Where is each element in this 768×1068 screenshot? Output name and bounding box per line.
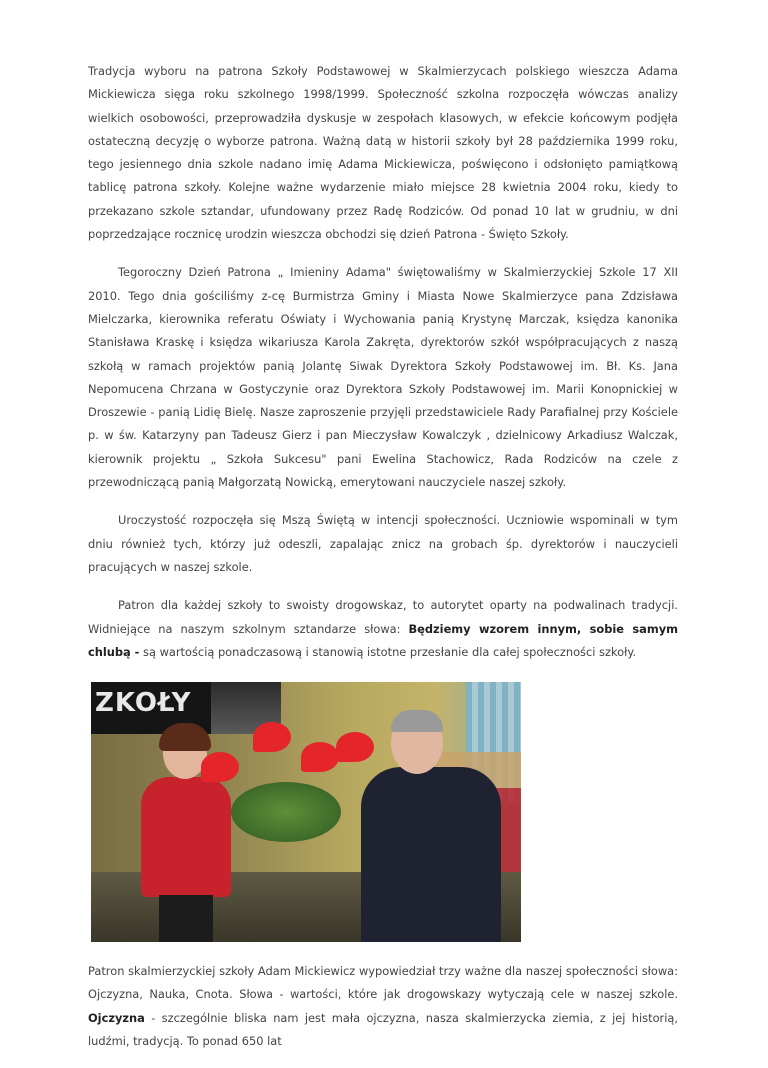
paragraph-banner-motto [88, 594, 678, 664]
paragraph-guests: Tegoroczny Dzień Patrona „ Imieniny Adama" świętowaliśmy w Skalmierzyckiej Szkole 17 XII 2010. Tego dnia gościliśmy z-cę Burmistrza Gminy i Miasta Nowe Skalmierzyce pana Zdzisława Mielczarka, kierownika referatu Oświaty i Wychowania panią Krystynę Marczak, księdza kanonika Stanisława Kraskę i księdza wikariusza Karola Zakręta, dyrektorów szkół współpracujących z naszą szkołą w ramach projektów panią Jolantę Siwak Dyrektora Szkoły Podstawowej im. Bł. Ks. Jana Nepomucena Chrzana w Gostyczynie oraz Dyrektora Szkoły Podstawowej im. Marii Konopnickiej w Droszewie - panią Lidię Bielę. Nasze zaproszenie przyjęli przedstawiciele Rady Parafialnej przy Kościele p. w św. Katarzyny pan Tadeusz Gierz i pan Mieczysław Kowalczyk , dzielnicowy Arkadiusz Walczak, kierownik projektu „ Szkoła Sukcesu" pani Ewelina Stachowicz, Rada Rodziców na czele z przewodniczącą panią Małgorzatą Nowicką, emerytowani nauczyciele naszej szkoły. [88, 265, 678, 490]
paragraph-mass: Uroczystość rozpoczęła się Mszą Świętą w intencji społeczności. Uczniowie wspominali w tym dniu również tych, którzy już odeszli, zapalając znicz na grobach śp. dyrektorów i nauczycieli pracujących w naszej szkole. [88, 513, 678, 574]
paragraph-history: Tradycja wyboru na patrona Szkoły Podstawowej w Skalmierzycach polskiego wieszcza Adama Mickiewicza sięga roku szkolnego 1998/1999. Społeczność szkolna rozpoczęła wówczas analizy wielkich osobowości, przeprowadziła dyskusje w zespołach klasowych, w efekcie końcowym podjęła ostateczną decyzję o wyborze patrona. Ważną datą w historii szkoły był 28 października 1999 roku, tego jesiennego dnia szkole nadano imię Adama Mickiewicza, poświęcono i odsłonięto pamiątkową tablicę patrona szkoły. Kolejne ważne wydarzenie miało miejsce 28 kwietnia 2004 roku, kiedy to przekazano szkole sztandar, ufundowany przez Radę Rodziców. Od ponad 10 lat w grudniu, w dni poprzedzające rocznicę urodzin wieszcza obchodzi się dzień Patrona - Święto Szkoły. [88, 64, 678, 242]
paragraph-values [88, 960, 678, 1053]
motto-outro: są wartością ponadczasową i stanowią istotne przesłanie dla całej społeczności szkoły. [139, 644, 637, 659]
values-homeland: Ojczyzna [88, 1010, 145, 1025]
values-intro: Patron skalmierzyckiej szkoły Adam Mickiewicz wypowiedział trzy ważne dla naszej społeczności słowa: Ojczyzna, Nauka, Cnota. Słowa - wartości, które jak drogowskazy wytyczają cele w naszej szkole. [88, 964, 678, 1002]
photo-man [361, 712, 501, 942]
article [88, 60, 678, 1068]
photo-banner-text: ZKOŁY [95, 688, 192, 719]
values-outro: - szczególnie bliska nam jest mała ojczyzna, nasza skalmierzycka ziemia, z jej historią, ludźmi, tradycją. To ponad 650 lat [88, 1010, 678, 1049]
photo-bouquet [201, 722, 371, 842]
ceremony-photo [91, 682, 521, 942]
motto-text: Będziemy wzorem innym, sobie samym chlubą - [88, 621, 678, 659]
motto-intro: Patron dla każdej szkoły to swoisty drogowskaz, to autorytet oparty na podwalinach tradycji. Widniejące na naszym szkolnym sztandarze słowa: [88, 598, 678, 636]
